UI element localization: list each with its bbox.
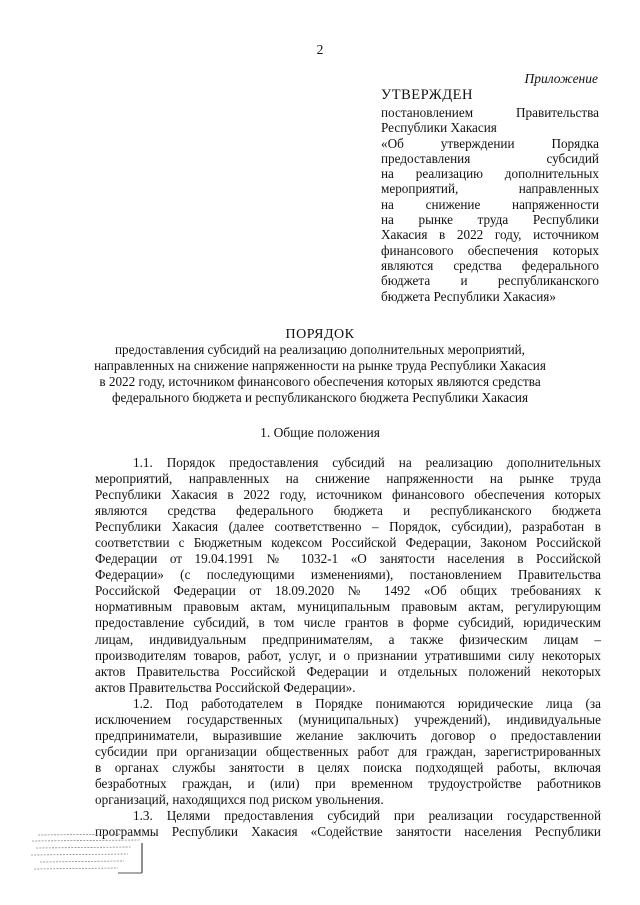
body-line: безработных граждан, и (или) при временном трудоустройстве работников [95, 775, 601, 791]
body-line: Республики Хакасия (далее соответственно – Порядок, субсидии), разработан в [95, 519, 601, 535]
body-line: соответствии с Бюджетным кодексом Российской Федерации, Законом Российской [95, 535, 601, 551]
document-title: ПОРЯДОК [285, 327, 355, 342]
subtitle-line: предоставления субсидий на реализацию дополнительных мероприятий, [115, 342, 525, 357]
body-line: 1.3. Целями предоставления субсидий при реализации государственной [133, 808, 601, 824]
approval-line: мероприятий, направленных [381, 181, 599, 197]
body-line: 1.1. Порядок предоставления субсидий на реализацию дополнительных [133, 455, 601, 470]
body-line: Федерации» (с последующими изменениями), постановлением Правительства [95, 567, 601, 583]
body-line: Федерации от 19.04.1991 № 1032-1 «О занятости населения в Российской [95, 551, 601, 567]
body-text [95, 455, 601, 840]
approval-line: Республики Хакасия [381, 120, 497, 136]
body-line: актов Правительства Российской Федерации и отдельных положений некоторых [95, 663, 601, 679]
body-line: программы Республики Хакасия «Содействие занятости населения Республики [95, 824, 601, 840]
body-line: Республики Хакасия в 2022 году, источником финансового обеспечения которых [95, 487, 601, 503]
approval-line: являются средства федерального [381, 257, 599, 273]
body-line: в органах службы занятости в целях поиска подходящей работы, включая [95, 759, 601, 775]
document-subtitle [90, 342, 550, 406]
body-line: субсидии при организации общественных работ для граждан, зарегистрированных [95, 743, 601, 759]
subtitle-line: федерального бюджета и республиканского бюджета Республики Хакасия [111, 390, 529, 405]
body-line: являются средства федерального бюджета и республиканского бюджета [95, 503, 601, 519]
approval-line: на рынке труда Республики [381, 212, 599, 228]
subtitle-line: направленных на снижение напряженности на рынке труда Республики Хакасия [94, 358, 546, 373]
page-number: 2 [316, 42, 324, 57]
approval-line: финансового обеспечения которых [381, 242, 599, 258]
body-line: организаций, находящихся под риском увольнения. [95, 791, 384, 807]
body-line: нормативным правовым актам, муниципальным правовым актам, регулирующим [95, 599, 601, 615]
approval-line: предоставления субсидий [381, 150, 599, 166]
body-line: лицам, индивидуальным предпринимателям, а также физическим лицам – [95, 631, 601, 647]
approval-line: на реализацию дополнительных [381, 166, 599, 182]
body-line: Российской Федерации от 18.09.2020 № 1492 «Об общих требованиях к [95, 583, 601, 599]
body-line: предприниматели, выразившие желание заключить договор о предоставлении [95, 727, 601, 743]
registration-stamp-icon [28, 829, 146, 875]
approval-line: на снижение напряженности [381, 196, 599, 212]
section-heading: 1. Общие положения [260, 425, 380, 440]
approved-heading: УТВЕРЖДЕН [381, 87, 473, 103]
approval-line: бюджета и республиканского [381, 273, 599, 289]
approval-line: «Об утверждении Порядка [381, 135, 599, 151]
appendix-label: Приложение [524, 71, 598, 86]
approval-line: постановлением Правительства [381, 105, 599, 120]
body-line: 1.2. Под работодателем в Порядке понимаются юридические лица (за [133, 695, 601, 711]
body-line: предоставление субсидий, в том числе грантов в форме субсидий, юридическим [95, 615, 601, 631]
subtitle-line: в 2022 году, источником финансового обеспечения которых являются средства [99, 374, 541, 389]
approval-line: бюджета Республики Хакасия» [381, 288, 556, 304]
body-line: актов Правительства Российской Федерации». [95, 679, 356, 695]
approval-block [381, 87, 599, 304]
body-line: мероприятий, направленных на снижение напряженности на рынке труда [95, 471, 601, 487]
body-line: исключением государственных (муниципальных) учреждений), индивидуальные [95, 711, 601, 727]
approval-line: Хакасия в 2022 году, источником [381, 227, 599, 243]
body-line: производителям товаров, работ, услуг, и о признании утратившими силу некоторых [95, 647, 601, 663]
